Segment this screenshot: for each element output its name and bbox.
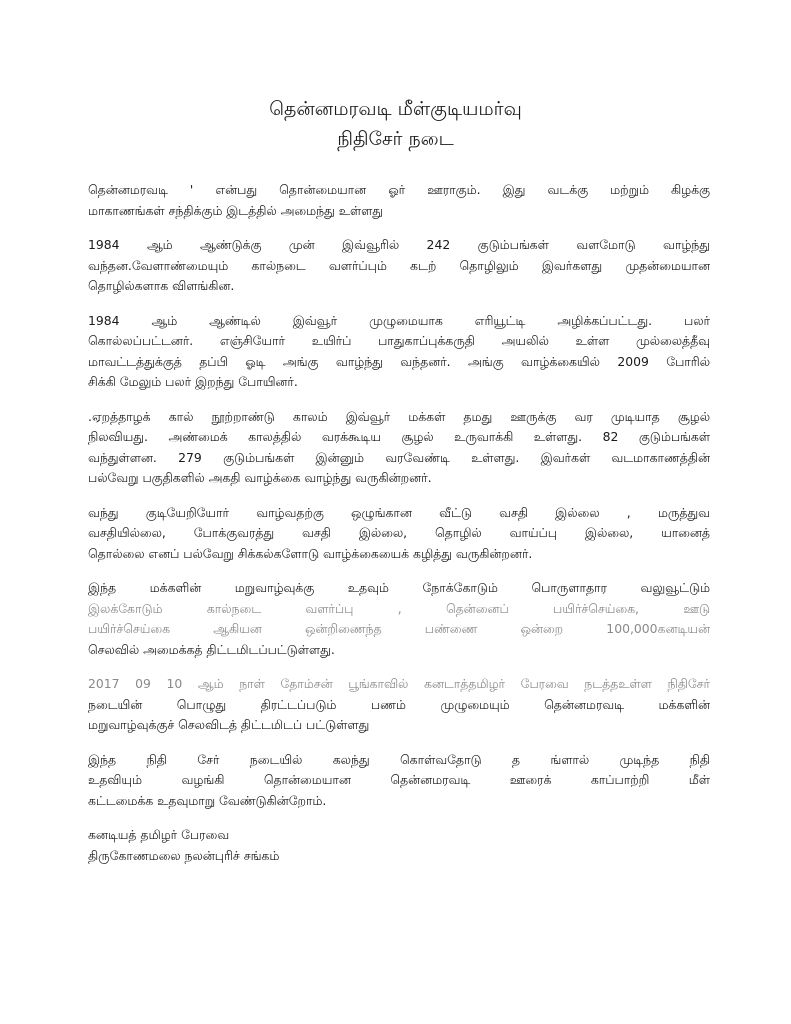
paragraph-line: செலவில் அமைக்கத் திட்டமிடப்பட்டுள்ளது. bbox=[88, 641, 335, 657]
paragraph-line: இந்த மக்களின் மறுவாழ்வுக்கு உதவும் நோக்கோடும் பொருளாதார வலுவூட்டும் bbox=[88, 580, 710, 595]
paragraph-line: நடையின் பொழுது திரட்டப்படும் பணம் முழுமையும் தென்னமரவடி மக்களின் bbox=[88, 696, 710, 712]
title-line-2: நிதிசேர் நடை bbox=[337, 128, 454, 150]
paragraph-line: 1984 ஆம் ஆண்டில் இவ்வூர் முழுமையாக எரியூட்டி அழிக்கப்பட்டது. பலர் bbox=[88, 312, 710, 328]
paragraph-walk-event bbox=[88, 674, 710, 736]
paragraph-line: தொல்லை எனப் பல்வேறு சிக்கல்களோடு வாழ்க்கையைக் கழித்து வருகின்றனர். bbox=[88, 545, 533, 561]
paragraph-line: இந்த நிதி சேர் நடையில் கலந்து கொள்வதோடு த ங்ளால் முடிந்த நிதி bbox=[88, 751, 710, 767]
paragraph-line: சிக்கி மேலும் பலர் இறந்து போயினர். bbox=[88, 374, 298, 389]
paragraph-history bbox=[88, 235, 710, 297]
paragraph-line: நிலவியது. அண்மைக் காலத்தில் வரக்கூடிய சூழல் உருவாக்கி உள்ளது. 82 குடும்பங்கள் bbox=[88, 429, 710, 444]
paragraph-line: உதவியும் வழங்கி தொன்மையான தென்னமரவடி ஊரைக் காப்பாற்றி மீள் bbox=[88, 772, 710, 787]
paragraph-destruction bbox=[88, 311, 710, 393]
paragraph-line: இலக்கோடும் கால்நடை வளர்ப்பு , தென்னைப் பயிர்ச்செய்கை, ஊடு bbox=[88, 600, 710, 616]
paragraph-line: கொல்லப்பட்டனர். எஞ்சியோர் உயிர்ப் பாதுகாப்புக்கருதி அயலில் உள்ள முல்லைத்தீவு bbox=[88, 333, 710, 348]
paragraph-line: வந்துள்ளன. 279 குடும்பங்கள் இன்னும் வரவேண்டி உள்ளது. இவர்கள் வடமாகாணத்தின் bbox=[88, 449, 710, 465]
paragraph-appeal bbox=[88, 750, 710, 812]
title-line-1: தென்னமரவடி மீள்குடியமர்வு bbox=[269, 98, 522, 120]
paragraph-line: தென்னமரவடி ' என்பது தொன்மையான ஓர் ஊராகும். இது வடக்கு மற்றும் கிழக்கு bbox=[88, 182, 710, 197]
document-title bbox=[0, 94, 791, 154]
paragraph-line: மறுவாழ்வுக்குச் செலவிடத் திட்டமிடப் பட்டுள்ளது bbox=[88, 717, 370, 732]
paragraph-line: .ஏறத்தாழக் கால் நூற்றாண்டு காலம் இவ்வூர் மக்கள் தமது ஊருக்கு வர முடியாத சூழல் bbox=[88, 408, 710, 424]
signature-org-2: திருகோணமலை நலன்புரிச் சங்கம் bbox=[88, 847, 280, 863]
paragraph-line: பல்வேறு பகுதிகளில் அகதி வாழ்க்கை வாழ்ந்து வருகின்றனர். bbox=[88, 470, 432, 485]
paragraph-hardships bbox=[88, 503, 710, 565]
paragraph-intro bbox=[88, 180, 710, 221]
paragraph-line: 1984 ஆம் ஆண்டுக்கு முன் இவ்வூரில் 242 குடும்பங்கள் வளமோடு வாழ்ந்து bbox=[88, 237, 710, 252]
paragraph-line: பயிர்ச்செய்கை ஆகியன ஒன்றிணைந்த பண்ணை ஒன்றை 100,000கனடியன் bbox=[88, 621, 710, 636]
paragraph-line: மாவட்டத்துக்குத் தப்பி ஓடி அங்கு வாழ்ந்து வந்தனர். அங்கு வாழ்க்கையில் 2009 போரில் bbox=[88, 353, 710, 369]
paragraph-line: மாகாணங்கள் சந்திக்கும் இடத்தில் அமைந்து உள்ளது bbox=[88, 202, 384, 218]
signature-org-1: கனடியத் தமிழர் பேரவை bbox=[88, 827, 230, 842]
paragraph-line: 2017 09 10 ஆம் நாள் தோம்சன் பூங்காவில் கனடாத்தமிழர் பேரவை நடத்தஉள்ள நிதிசேர் bbox=[88, 676, 710, 691]
paragraph-line: கட்டமைக்க உதவுமாறு வேண்டுகின்றோம். bbox=[88, 792, 327, 808]
paragraph-line: வசதியில்லை, போக்குவரத்து வசதி இல்லை, தொழில் வாய்ப்பு இல்லை, யானைத் bbox=[88, 525, 710, 540]
signature-block bbox=[88, 825, 710, 866]
paragraph-return bbox=[88, 407, 710, 489]
paragraph-line: தொழில்களாக விளங்கின. bbox=[88, 278, 235, 293]
paragraph-line: வந்தன.வேளாண்மையும் கால்நடை வளர்ப்பும் கடற் தொழிலும் இவர்களது முதன்மையான bbox=[88, 257, 710, 273]
paragraph-project bbox=[88, 578, 710, 660]
paragraph-line: வந்து குடியேறியோர் வாழ்வதற்கு ஒழுங்கான வீட்டு வசதி இல்லை , மருத்துவ bbox=[88, 504, 710, 520]
document-body bbox=[88, 180, 710, 880]
